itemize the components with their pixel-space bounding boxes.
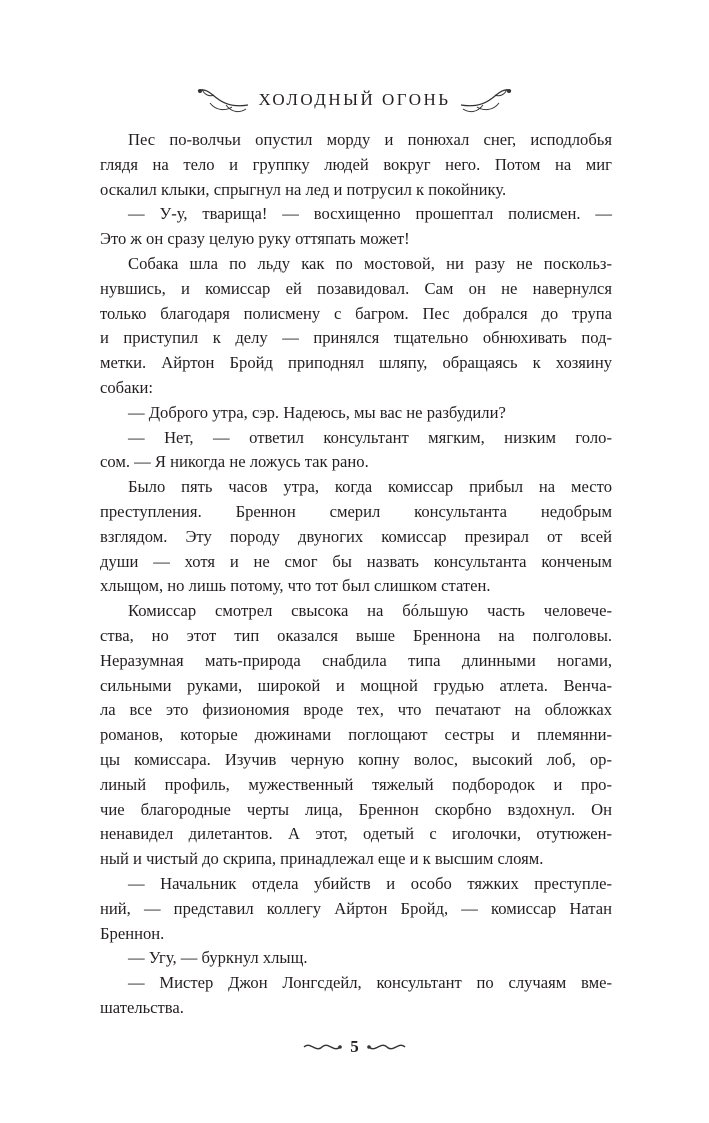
text-line: взглядом. Эту породу двуногих комиссар презирал от всей [100, 526, 612, 546]
text-line: оскалил клыки, спрыгнул на лед и потрусил к покойнику. [100, 179, 507, 199]
text-line: чие благородные черты лица, Бреннон скорбно вздохнул. Он [100, 799, 612, 819]
text-line: Было пять часов утра, когда комиссар прибыл на место [128, 477, 612, 497]
running-header [0, 80, 709, 120]
text-line: сом. — Я никогда не ложусь так рано. [100, 452, 369, 472]
text-line: только благодаря полисмену с багром. Пес добрался до трупа [100, 303, 612, 323]
text-line: ный и чистый до скрипа, принадлежал еще и к высшим слоям. [100, 849, 544, 869]
text-line: цы комиссара. Изучив черную копну волос, высокий лоб, ор- [100, 749, 612, 769]
text-line: Собака шла по льду как по мостовой, ни разу не поскольз- [128, 253, 612, 273]
text-line: ла все это физиономия вроде тех, что печатают на обложках [100, 700, 612, 720]
text-line: — Начальник отдела убийств и особо тяжких преступле- [128, 873, 612, 893]
text-line: глядя на тело и группку людей вокруг него. Потом на миг [100, 154, 612, 174]
text-line: Пес по-волчьи опустил морду и понюхал снег, исподлобья [128, 130, 612, 149]
text-line: сильными руками, широкой и мощной грудью атлета. Венча- [100, 675, 612, 695]
text-line: романов, которые дюжинами поглощают сестры и племянни- [100, 725, 612, 745]
right-flourish-ornament-icon [459, 85, 513, 115]
text-line: метки. Айртон Бройд приподнял шляпу, обращаясь к хозяину [100, 353, 612, 373]
right-footer-ornament-icon [367, 1039, 407, 1055]
page-number: 5 [350, 1037, 359, 1056]
text-line: собаки: [100, 377, 154, 397]
text-line: и приступил к делу — принялся тщательно обнюхивать под- [100, 328, 612, 348]
text-line: ства, но этот тип оказался выше Бреннона на полголовы. [100, 625, 612, 645]
page-footer [0, 1037, 709, 1057]
left-footer-ornament-icon [302, 1039, 342, 1055]
text-line: линый профиль, мужественный тяжелый подбородок и про- [100, 774, 612, 794]
text-line: шательства. [100, 997, 184, 1017]
page-body-text [100, 128, 612, 1021]
text-line: — Доброго утра, сэр. Надеюсь, мы вас не разбудили? [128, 402, 506, 422]
book-title: ХОЛОДНЫЙ ОГОНЬ [258, 90, 451, 109]
text-line: хлыщом, но лишь потому, что тот был слишком статен. [100, 576, 491, 596]
text-line: преступления. Бреннон смерил консультанта недобрым [100, 501, 612, 521]
text-line: Комиссар смотрел свысока на бóльшую часть человече- [128, 601, 612, 621]
text-line: — Мистер Джон Лонгсдейл, консультант по случаям вме- [128, 973, 612, 993]
text-line: нувшись, и комиссар ей позавидовал. Сам он не навернулся [100, 278, 612, 298]
text-line: — Нет, — ответил консультант мягким, низким голо- [128, 427, 612, 447]
text-line: ний, — представил коллегу Айртон Бройд, — комиссар Натан [100, 898, 612, 918]
text-line: ненавидел дилетантов. А этот, одетый с иголочки, отутюжен- [100, 824, 612, 844]
text-line: души — хотя и не смог бы назвать консультанта конченым [100, 551, 612, 571]
text-line: Это ж он сразу целую руку оттяпать может! [100, 229, 410, 249]
text-line: Неразумная мать-природа снабдила типа длинными ногами, [100, 650, 612, 670]
text-line: — Угу, — буркнул хлыщ. [128, 948, 308, 968]
text-line: Бреннон. [100, 923, 165, 943]
text-line: — У-у, тварища! — восхищенно прошептал полисмен. — [128, 204, 612, 224]
left-flourish-ornament-icon [196, 85, 250, 115]
